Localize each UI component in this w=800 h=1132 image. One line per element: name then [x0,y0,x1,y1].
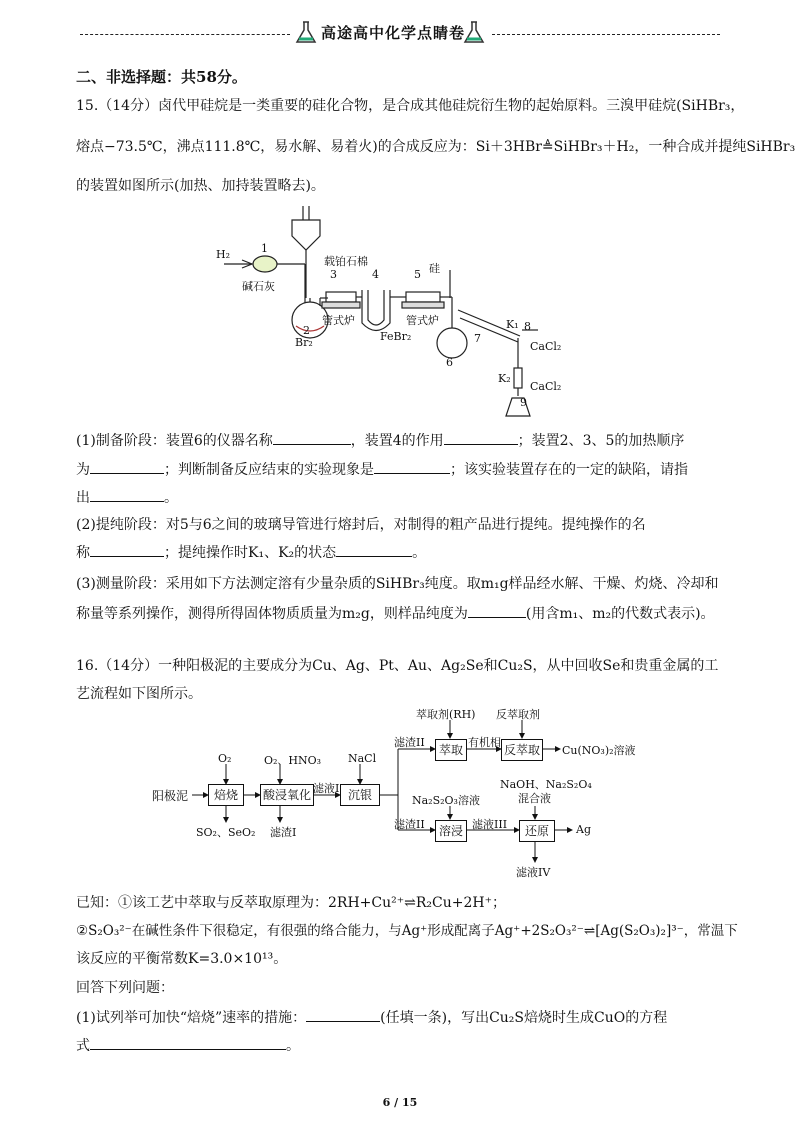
label-si: 硅 [429,262,440,275]
flow-organic: 有机相 [468,736,501,749]
q16-line1: 16.（14分）一种阳极泥的主要成分为Cu、Ag、Pt、Au、Ag₂Se和Cu₂S，从中回收Se和贵重金属的工 [76,658,719,674]
flow-back-agent: 反萃取剂 [496,708,540,721]
answer-blank[interactable] [336,542,412,557]
flow-extract-box: 萃取 [435,739,467,761]
flask-icon [462,20,486,46]
q16-known1: 已知：①该工艺中萃取与反萃取原理为：2RH+Cu²⁺⇌R₂Cu+2H⁺； [76,895,506,911]
q15-line2: 熔点−73.5℃，沸点111.8℃，易水解、易着火)的合成反应为：Si＋3HBr≜SiHBr₃＋H₂，一种合成并提纯SiHBr₃ [76,139,796,155]
label-furnace2: 管式炉 [406,314,439,327]
apparatus-drawing [210,198,580,420]
q16-answer-heading: 回答下列问题： [76,980,174,996]
header-dash-left [80,34,290,35]
q15-line3: 的装置如图所示(加热、加持装置略去)。 [76,178,325,194]
q15-part2-line2: 称 ；提纯操作时K₁、K₂的状态 。 [76,542,426,563]
page-number: 6 / 15 [382,1096,418,1109]
q16-known3: 该反应的平衡常数K=3.0×10¹³。 [76,951,288,967]
answer-blank[interactable] [90,459,164,474]
label-k1: K₁ [506,318,519,331]
flask-icon [294,20,318,46]
label-2: 2 [303,324,310,337]
label-cacl2-2: CaCl₂ [530,380,562,393]
q15-part3-line2: 称量等系列操作，测得所得固体物质质量为m₂g，则样品纯度为 (用含m₁、m₂的代数式表示)。 [76,603,715,624]
flow-na2s2o3: Na₂S₂O₃溶液 [412,794,480,807]
label-4: 4 [372,268,379,281]
label-9: 9 [520,396,527,409]
label-h2: H₂ [216,248,231,261]
flow-o2: O₂ [218,752,232,765]
label-3: 3 [330,268,337,281]
flow-residue-ii: 滤渣II [394,818,425,831]
q15-line1: 15.（14分）卤代甲硅烷是一类重要的硅化合物，是合成其他硅烷衍生物的起始原料。三溴甲硅烷(SiHBr₃， [76,98,745,114]
flow-residue2: 滤渣II [394,736,425,749]
flow-residue1: 滤渣I [270,826,297,839]
label-5: 5 [414,268,421,281]
q15-part1-line1: (1)制备阶段：装置6的仪器名称 ，装置4的作用 ；装置2、3、5的加热顺序 [76,430,684,451]
flow-mix-liquid: 混合液 [518,792,551,805]
section-heading: 二、非选择题：共58分。 [76,68,247,86]
label-pt-asbestos: 载铂石棉 [324,255,368,268]
q16-part1-line2: 式 。 [76,1035,300,1056]
q16-line2: 艺流程如下图所示。 [76,686,202,702]
label-8: 8 [524,320,531,333]
flow-roast-box: 焙烧 [208,784,244,806]
flow-naoh-mix: NaOH、Na₂S₂O₄ [500,778,592,791]
label-furnace1: 管式炉 [322,314,355,327]
label-k2: K₂ [498,372,511,385]
label-br2: Br₂ [295,336,313,349]
flow-filtrate1: 滤液I [313,782,340,795]
answer-blank[interactable] [444,430,518,445]
q16-part1-line1: (1)试列举可加快“焙烧”速率的措施： (任填一条)，写出Cu₂S焙烧时生成CuO的方程 [76,1007,667,1028]
label-7: 7 [474,332,481,345]
process-flowchart [150,704,660,884]
flow-o2-hno3: O₂、HNO₃ [264,754,322,767]
flow-precip-ag-box: 沉银 [340,784,380,806]
q15-part2-line1: (2)提纯阶段：对5与6之间的玻璃导管进行熔封后，对制得的粗产品进行提纯。提纯操作的名 [76,517,646,533]
flow-extractant: 萃取剂(RH) [416,708,476,721]
flow-ag: Ag [576,823,591,836]
flow-anode-mud: 阳极泥 [152,789,189,803]
answer-blank[interactable] [468,603,526,618]
label-6: 6 [446,356,453,369]
answer-blank[interactable] [90,542,164,557]
answer-blank[interactable] [273,430,351,445]
answer-blank[interactable] [374,459,450,474]
label-cacl2-1: CaCl₂ [530,340,562,353]
answer-blank[interactable] [90,487,164,502]
label-1: 1 [261,242,268,255]
flow-back-extract-box: 反萃取 [501,739,543,761]
q16-known2: ②S₂O₃²⁻在碱性条件下很稳定，有很强的络合能力，与Ag⁺形成配离子Ag⁺+2S₂O₃²⁻⇌[Ag(S₂O₃)₂]³⁻，常温下 [76,923,738,939]
apparatus-figure [210,198,580,420]
flow-so2-seo2: SO₂、SeO₂ [196,826,256,839]
label-febr2: FeBr₂ [380,330,412,343]
flow-nacl: NaCl [348,752,377,765]
flow-reduce-box: 还原 [519,820,555,842]
flow-cu-no3: Cu(NO₃)₂溶液 [562,744,636,757]
header-title: 高途高中化学点睛卷 [321,24,466,42]
q15-part3-line1: (3)测量阶段：采用如下方法测定溶有少量杂质的SiHBr₃纯度。取m₁g样品经水解、干燥、灼烧、冷却和 [76,576,719,592]
flow-filtrate4: 滤液IV [516,866,551,879]
header-dash-right [492,34,720,35]
answer-blank[interactable] [306,1007,380,1022]
answer-blank[interactable] [90,1035,286,1050]
q15-part1-line3: 出 。 [76,487,178,508]
flow-filtrate3: 滤液III [472,818,508,831]
label-soda-lime: 碱石灰 [242,280,275,293]
flow-acid-ox-box: 酸浸氧化 [260,784,314,806]
q15-part1-line2: 为 ；判断制备反应结束的实验现象是 ；该实验装置存在的一定的缺陷，请指 [76,459,688,480]
flow-leach-box: 溶浸 [435,820,467,842]
